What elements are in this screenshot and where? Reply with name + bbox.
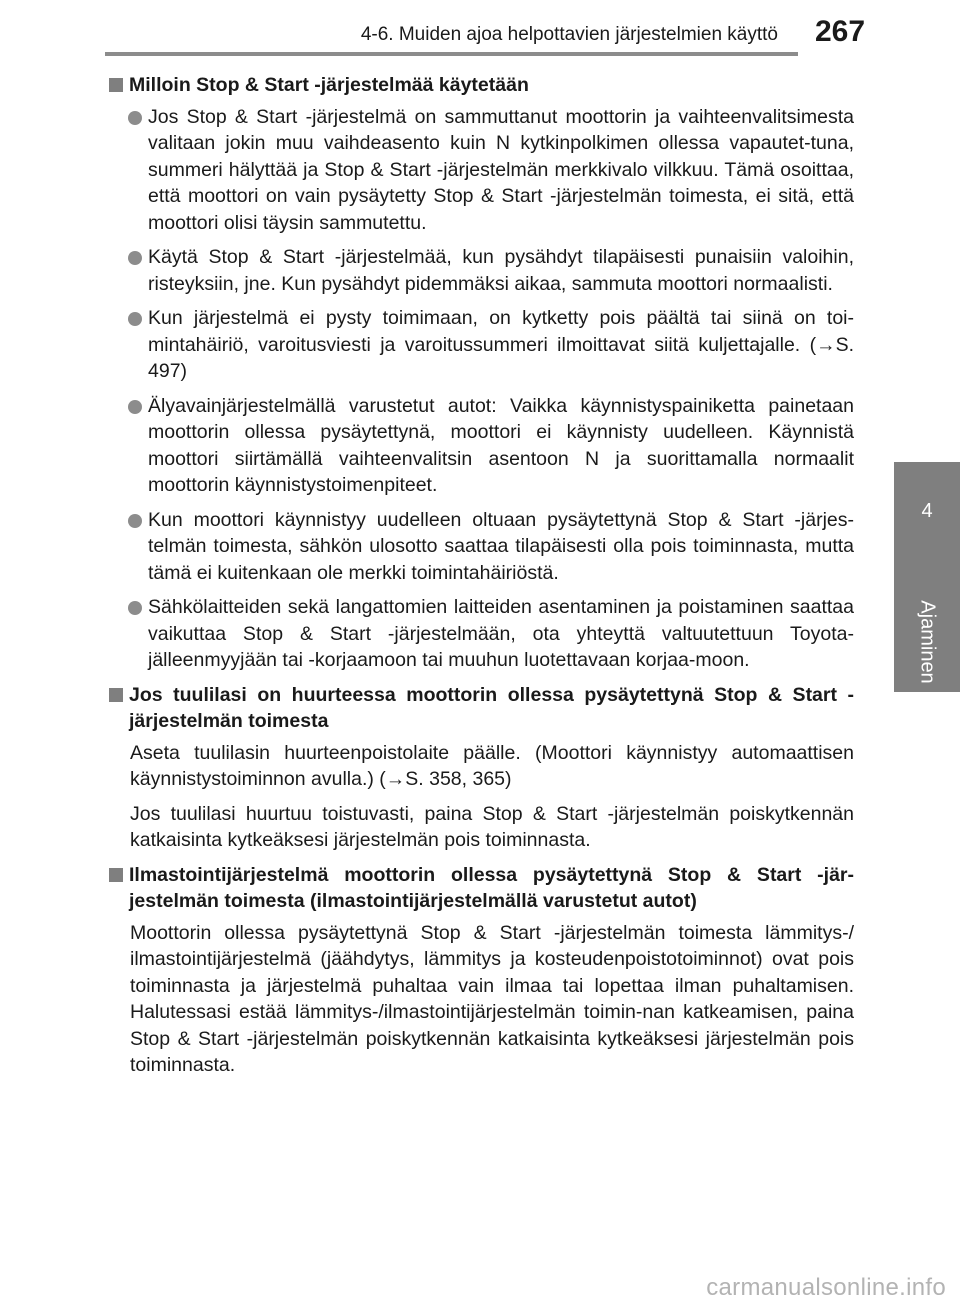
chapter-label: Ajaminen — [916, 600, 939, 684]
chapter-title: 4-6. Muiden ajoa helpottavien järjestelmien käyttö — [360, 24, 778, 45]
circle-bullet-icon — [128, 251, 142, 265]
bullet-text: Älyavainjärjestelmällä varustetut autot: Vaikka käynnistyspainiketta painetaan moottorin ollessa pysäytettynä, moottori ei käynnisty uudelleen. Käynnistä moottori siirtämällä vaihteenvalitsin asentoon N ja suorittamalla normaalit moottorin käynnistystoimenpiteet. — [148, 394, 854, 496]
header-rule — [105, 52, 798, 56]
chapter-side-tab — [894, 462, 960, 692]
circle-bullet-icon — [128, 312, 142, 326]
square-bullet-icon — [109, 868, 123, 882]
circle-bullet-icon — [128, 601, 142, 615]
page-header — [0, 0, 960, 60]
page-content — [108, 72, 854, 1087]
section-title-text: Ilmastointijärjestelmä moottorin ollessa pysäytettynä Stop & Start -jär-jestelmän toimesta (ilmastointijärjestelmällä varustetut autot) — [129, 863, 854, 912]
bullet-text: Käytä Stop & Start -järjestelmää, kun pysähdyt tilapäisesti punaisiin valoihin, risteyksiin, jne. Kun pysähdyt pidemmäksi aikaa, sammuta moottori normaalisti. — [148, 246, 854, 295]
bullet-item — [108, 305, 854, 385]
section-title-text: Jos tuulilasi on huurteessa moottorin ollessa pysäytettynä Stop & Start -järjestelmän toimesta — [129, 683, 854, 732]
body-paragraph: Jos tuulilasi huurtuu toistuvasti, paina Stop & Start -järjestelmän poiskytkennän katkaisinta kytkeäksesi järjestelmän pois toiminnasta. — [130, 802, 854, 851]
circle-bullet-icon — [128, 111, 142, 125]
section-title — [108, 862, 854, 915]
bullet-text: Kun järjestelmä ei pysty toimimaan, on kytketty pois päältä tai siinä on toi-mintahäiriö, varoitusviesti ja varoitussummeri ilmoittavat siitä kuljettajalle. (→S. 497) — [148, 307, 854, 382]
circle-bullet-icon — [128, 400, 142, 414]
section-title — [108, 72, 854, 99]
bullet-item — [108, 393, 854, 499]
square-bullet-icon — [109, 78, 123, 92]
bullet-item — [108, 104, 854, 237]
section-title-text: Milloin Stop & Start -järjestelmää käytetään — [129, 74, 529, 96]
bullet-text: Jos Stop & Start -järjestelmä on sammuttanut moottorin ja vaihteenvalitsimesta valitaan jokin muu vaihdeasento kuin N kytkinpolkimen ollessa vapautet-tuna, summeri hälyttää ja Stop & Start -järjestelmän merkkivalo vilkkuu. Tämä osoittaa, että moottori on vain pysäytetty Stop & Start -järjestelmän toimesta, ei sitä, että moottori olisi täysin sammutettu. — [148, 105, 854, 234]
bullet-item — [108, 507, 854, 587]
chapter-number: 4 — [921, 500, 933, 522]
section-title — [108, 682, 854, 735]
body-paragraph: Aseta tuulilasin huurteenpoistolaite päälle. (Moottori käynnistyy automaattisen käynnistystoiminnon avulla.) (→S. 358, 365) — [130, 741, 854, 790]
bullet-item — [108, 244, 854, 297]
page-number: 267 — [815, 15, 866, 48]
circle-bullet-icon — [128, 514, 142, 528]
bullet-text: Sähkölaitteiden sekä langattomien laitteiden asentaminen ja poistaminen saattaa vaikuttaa Stop & Start -järjestelmään, ota yhteyttä valtuutettuun Toyota-jälleenmyyjään tai -korjaamoon tai muuhun luotettavaan korjaa-moon. — [148, 596, 854, 671]
bullet-item — [108, 594, 854, 674]
body-paragraph: Moottorin ollessa pysäytettynä Stop & Start -järjestelmän toimesta lämmitys-/ ilmastointijärjestelmä (jäähdytys, lämmitys ja kosteudenpoistotoiminnot) ovat pois toiminnasta ja järjestelmä puhaltaa vain ilmaa tai lopettaa ilman puhaltamisen. Halutessasi estää lämmitys-/ilmastointijärjestelmän toimin-nan katkeamisen, paina Stop & Start -järjestelmän poiskytkennän katkaisinta kytkeäksesi järjestelmän pois toiminnasta. — [130, 921, 854, 1076]
square-bullet-icon — [109, 688, 123, 702]
watermark: carmanualsonline.info — [706, 1274, 946, 1301]
bullet-text: Kun moottori käynnistyy uudelleen oltuaan pysäytettynä Stop & Start -järjes-telmän toimesta, sähkön ulosotto saattaa tilapäisesti olla pois toiminnasta, mutta tämä ei kuitenkaan ole merkki toimintahäiriöstä. — [148, 508, 854, 584]
